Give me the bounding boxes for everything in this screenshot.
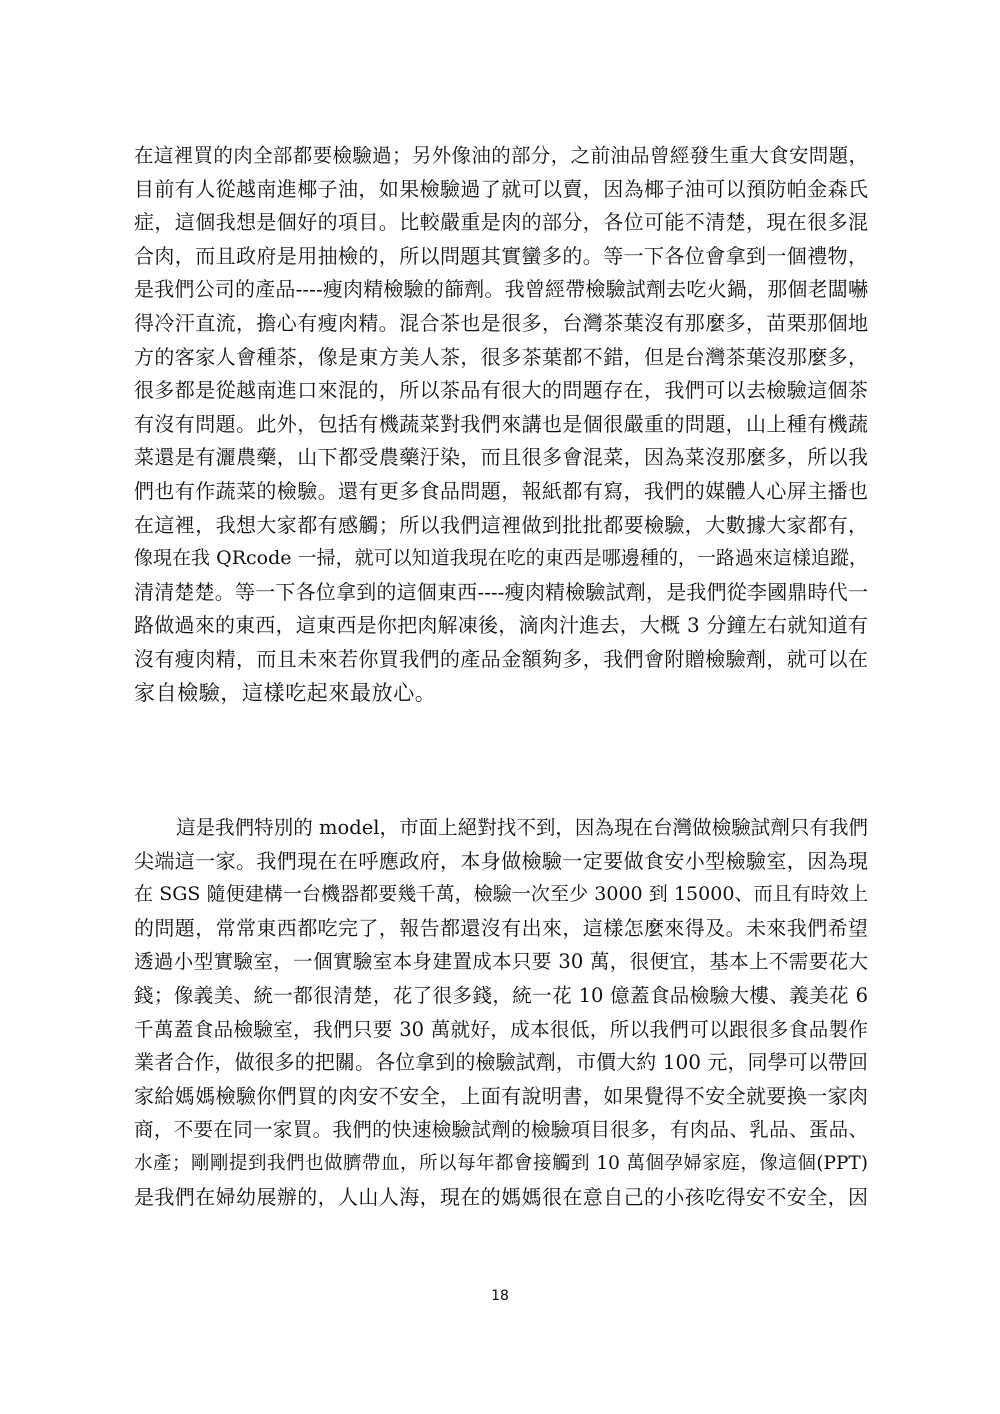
text-line: 透過小型實驗室，一個實驗室本身建置成本只要 30 萬，很便宜，基本上不需要花大 xyxy=(134,950,868,974)
text-line: 症，這個我想是個好的項目。比較嚴重是肉的部分，各位可能不清楚，現在很多混 xyxy=(134,210,868,235)
text-line: 很多都是從越南進口來混的，所以茶品有很大的問題存在，我們可以去檢驗這個茶 xyxy=(134,378,868,403)
text-line: 像現在我 QRcode 一掃，就可以知道我現在吃的東西是哪邊種的，一路過來這樣追蹤， xyxy=(134,547,868,570)
text-line: 這是我們特別的 model，市面上絕對找不到，因為現在台灣做檢驗試劑只有我們 xyxy=(176,816,868,839)
text-line: 商，不要在同一家買。我們的快速檢驗試劑的檢驗項目很多，有肉品、乳品、蛋品、 xyxy=(134,1118,868,1142)
text-line: 千萬蓋食品檢驗室，我們只要 30 萬就好，成本很低，所以我們可以跟很多食品製作 xyxy=(134,1017,868,1041)
text-line: 家自檢驗，這樣吃起來最放心。 xyxy=(134,680,437,705)
paragraph-2 xyxy=(134,811,868,1214)
text-line: 的問題，常常東西都吃完了，報告都還沒有出來，這樣怎麼來得及。未來我們希望 xyxy=(134,915,868,940)
text-line: 是我們公司的產品----瘦肉精檢驗的篩劑。我曾經帶檢驗試劑去吃火鍋，那個老闆嚇 xyxy=(134,277,868,302)
text-line: 水產；剛剛提到我們也做臍帶血，所以每年都會接觸到 10 萬個孕婦家庭，像這個(PPT) xyxy=(134,1152,868,1174)
text-line: 在這裡買的肉全部都要檢驗過；另外像油的部分，之前油品曾經發生重大食安問題， xyxy=(134,144,868,167)
text-line: 目前有人從越南進椰子油，如果檢驗過了就可以賣，因為椰子油可以預防帕金森氏 xyxy=(134,176,868,201)
text-line: 錢；像義美、統一都很清楚，花了很多錢，統一花 10 億蓋食品檢驗大樓、義美花 6 xyxy=(134,983,868,1007)
paragraph-1 xyxy=(134,139,868,710)
text-line: 尖端這一家。我們現在在呼應政府，本身做檢驗一定要做食安小型檢驗室，因為現 xyxy=(134,848,868,873)
text-line: 家給媽媽檢驗你們買的肉安不安全，上面有說明書，如果覺得不安全就要換一家肉 xyxy=(134,1083,868,1108)
text-line: 在 SGS 隨便建構一台機器都要幾千萬，檢驗一次至少 3000 到 15000、而且有時效上 xyxy=(134,883,868,906)
text-line: 菜還是有灑農藥，山下都受農藥汙染，而且很多會混菜，因為菜沒那麼多，所以我 xyxy=(134,445,868,470)
text-line: 們也有作蔬菜的檢驗。還有更多食品問題，報紙都有寫，我們的媒體人心屏主播也 xyxy=(134,478,868,503)
text-line: 業者合作，做很多的把關。各位拿到的檢驗試劑，市價大約 100 元，同學可以帶回 xyxy=(134,1050,868,1075)
text-line: 清清楚楚。等一下各位拿到的這個東西----瘦肉精檢驗試劑，是我們從李國鼎時代一 xyxy=(134,579,868,604)
text-line: 方的客家人會種茶，像是東方美人茶，很多茶葉都不錯，但是台灣茶葉沒那麼多， xyxy=(134,344,868,369)
text-line: 合肉，而且政府是用抽檢的，所以問題其實蠻多的。等一下各位會拿到一個禮物， xyxy=(134,243,868,268)
text-line: 路做過來的東西，這東西是你把肉解凍後，滴肉汁進去，大概 3 分鐘左右就知道有 xyxy=(134,613,868,638)
text-line: 在這裡，我想大家都有感觸；所以我們這裡做到批批都要檢驗，大數據大家都有， xyxy=(134,512,868,537)
text-line: 是我們在婦幼展辦的，人山人海，現在的媽媽很在意自己的小孩吃得安不安全，因 xyxy=(134,1184,868,1209)
text-line: 沒有瘦肉精，而且未來若你買我們的產品金額夠多，我們會附贈檢驗劑，就可以在 xyxy=(134,646,868,671)
text-line: 得冷汗直流，擔心有瘦肉精。混合茶也是很多，台灣茶葉沒有那麼多，苗栗那個地 xyxy=(134,310,868,335)
page-number: 18 xyxy=(491,1288,509,1304)
text-line: 有沒有問題。此外，包括有機蔬菜對我們來講也是個很嚴重的問題，山上種有機蔬 xyxy=(134,411,868,436)
